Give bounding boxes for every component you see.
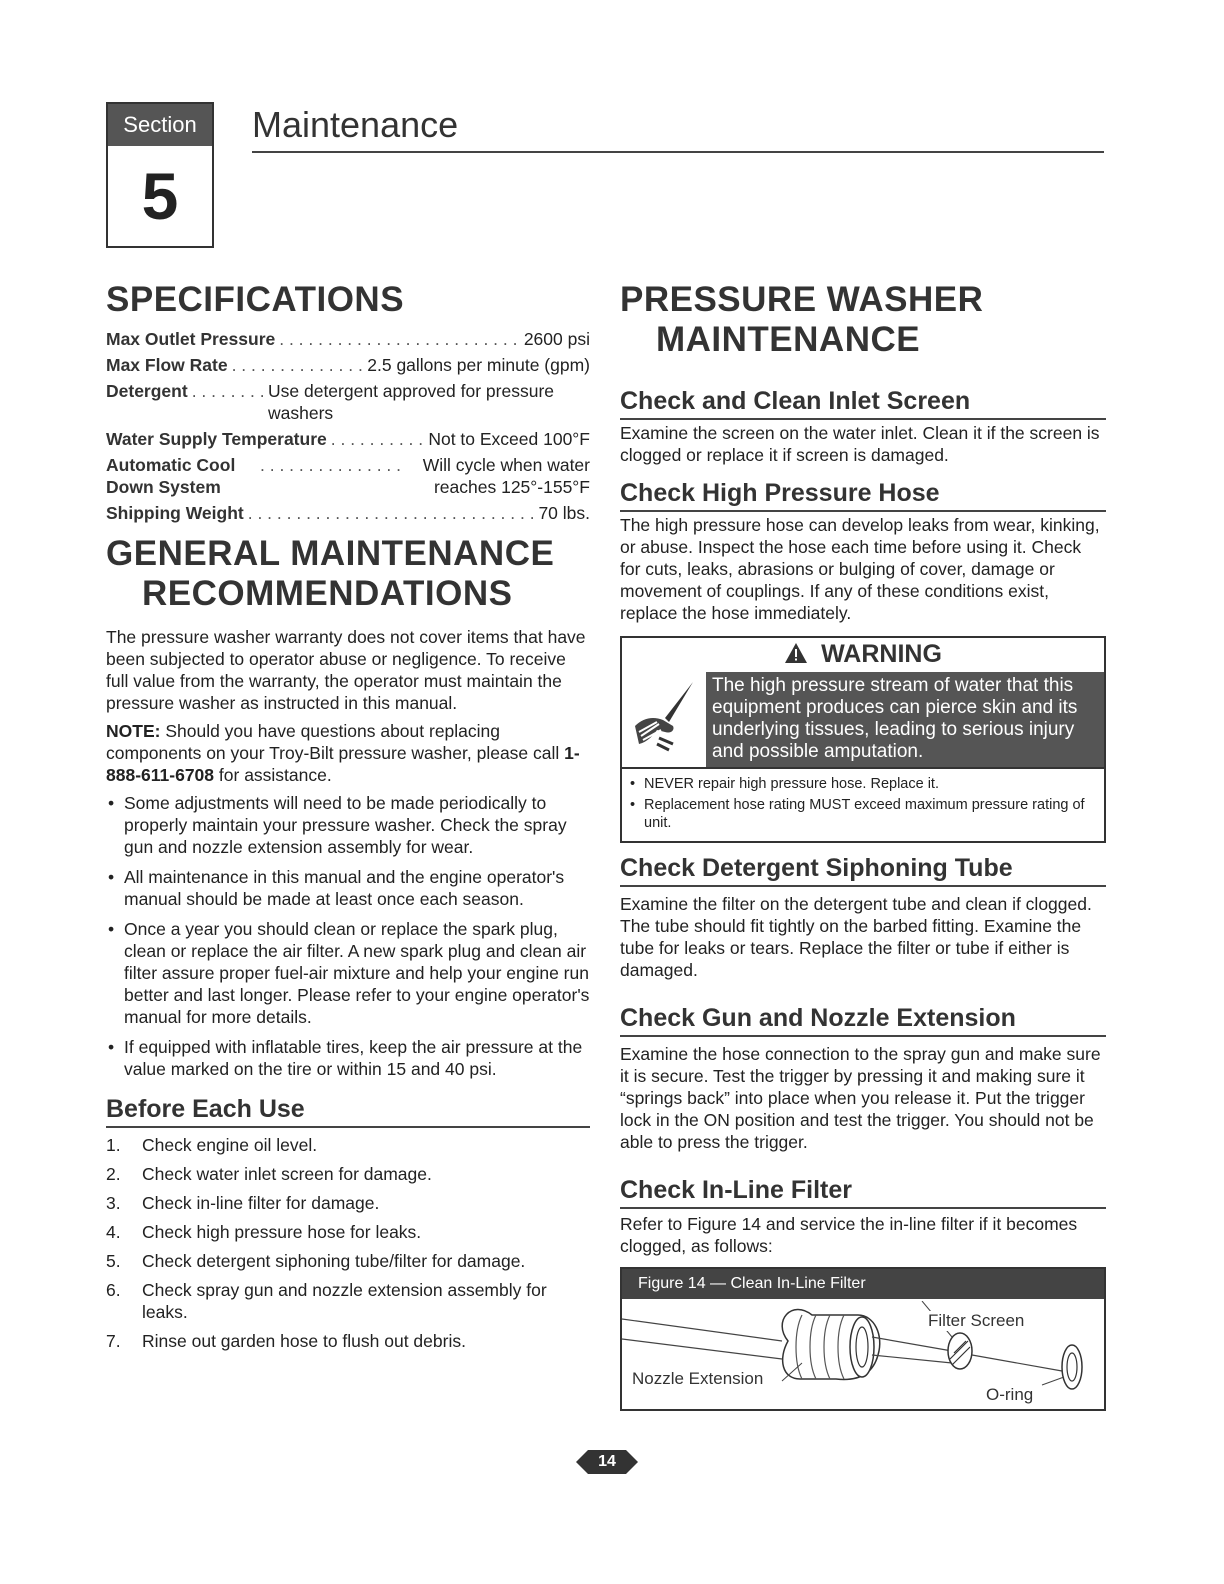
- list-item: • Replacement hose rating MUST exceed maximum pressure rating of unit.: [630, 796, 1096, 832]
- list-item: 6. Check spray gun and nozzle extension assembly for leaks.: [106, 1280, 547, 1322]
- list-item: 7. Rinse out garden hose to flush out debris.: [106, 1331, 466, 1351]
- detergent-tube-heading: Check Detergent Siphoning Tube: [620, 853, 1106, 887]
- general-note: [106, 720, 590, 786]
- warning-header: [622, 638, 1104, 672]
- section-label: Section: [108, 104, 212, 146]
- list-item: 4. Check high pressure hose for leaks.: [106, 1222, 422, 1242]
- note-label: NOTE:: [106, 721, 161, 741]
- before-each-use-steps: [106, 1134, 590, 1352]
- page-number: [576, 1448, 638, 1476]
- section-number: 5: [141, 159, 179, 233]
- heading-line: GENERAL MAINTENANCE: [106, 534, 555, 573]
- note-text: Should you have questions about replacing components on your Troy-Bilt pressure washer, please call: [106, 721, 560, 763]
- warning-items: [622, 767, 1104, 841]
- warning-message: The high pressure stream of water that this equipment produces can pierce skin and its underlying tissues, leading to serious injury and possible amputation.: [706, 672, 1104, 767]
- left-column: [106, 280, 590, 1359]
- filter-screen-label: Filter Screen: [928, 1311, 1025, 1330]
- high-pressure-hose-text: The high pressure hose can develop leaks from wear, kinking, or abuse. Inspect the hose each time before using it. Check for cuts, leaks, abrasions or bulging of cover, damage or movement of couplings. If any of these conditions exist, replace the hose immediately.: [620, 515, 1100, 623]
- list-item: 1. Check engine oil level.: [106, 1135, 318, 1155]
- spec-row: [106, 354, 590, 376]
- spec-value: 70 lbs.: [538, 503, 590, 523]
- page-title: Maintenance: [252, 104, 459, 145]
- inline-filter-text: Refer to Figure 14 and service the in-line filter if it becomes clogged, as follows:: [620, 1214, 1078, 1256]
- inlet-screen-heading: Check and Clean Inlet Screen: [620, 386, 1106, 420]
- warning-triangle-icon: [784, 642, 808, 664]
- spec-value: Will cycle when water reaches 125°-155°F: [422, 455, 590, 497]
- list-item: • Once a year you should clean or replace the spark plug, clean or replace the air filter. A new spark plug and clean air filter assure proper fuel-air mixture and help your engine run better and last longer. Please refer to your engine operator's manual for more details.: [106, 918, 590, 1028]
- gun-nozzle-text: Examine the hose connection to the spray gun and make sure it is secure. Test the trigger by pressing it and making sure it “springs back” into place when you release it. Put the trigger lock in the ON position and test the trigger. You should not be able to press the trigger.: [620, 1044, 1101, 1152]
- section-badge: [106, 102, 214, 248]
- title-divider: [252, 151, 1104, 153]
- right-column: [620, 280, 1106, 1411]
- spec-value: 2.5 gallons per minute (gpm): [367, 355, 590, 375]
- gun-nozzle-heading: Check Gun and Nozzle Extension: [620, 1003, 1106, 1037]
- list-item: • All maintenance in this manual and the engine operator's manual should be made at least once each season.: [106, 866, 590, 910]
- detergent-tube-text: Examine the filter on the detergent tube and clean if clogged. The tube should fit tightly on the barbed fitting. Examine the tube for leaks or tears. Replace the filter or tube if either is damaged.: [620, 894, 1092, 980]
- spec-value: 2600 psi: [523, 329, 590, 349]
- heading-line: MAINTENANCE: [656, 320, 921, 359]
- list-item: • Some adjustments will need to be made periodically to properly maintain your pressure washer. Check the spray gun and nozzle extension assembly for wear.: [106, 792, 590, 858]
- injection-hazard-icon: [622, 672, 706, 764]
- general-intro: The pressure washer warranty does not cover items that have been subjected to operator abuse or negligence. To receive full value from the warranty, the operator must maintain the pressure washer as instructed in this manual.: [106, 627, 586, 713]
- nozzle-extension-label: Nozzle Extension: [632, 1369, 764, 1388]
- spec-key: Automatic Cool Down System: [106, 455, 236, 497]
- spec-row: [106, 428, 590, 450]
- list-item: 5. Check detergent siphoning tube/filter for damage.: [106, 1251, 526, 1271]
- list-item: 3. Check in-line filter for damage.: [106, 1193, 380, 1213]
- spec-value: Use detergent approved for pressure washers: [268, 381, 554, 423]
- spec-value: Not to Exceed 100°F: [428, 429, 590, 449]
- spec-row: [106, 454, 590, 498]
- inline-filter-heading: Check In-Line Filter: [620, 1175, 1106, 1209]
- heading-line: PRESSURE WASHER: [620, 280, 984, 319]
- spec-row: [106, 502, 590, 524]
- list-item: • NEVER repair high pressure hose. Replace it.: [630, 775, 1096, 793]
- spec-row: [106, 328, 590, 350]
- specifications-heading: SPECIFICATIONS: [106, 280, 405, 319]
- specifications-table: [106, 328, 590, 524]
- phone-number: 1-888-611-6708: [106, 743, 580, 785]
- figure-caption: Figure 14 — Clean In-Line Filter: [622, 1269, 1104, 1299]
- list-item: • If equipped with inflatable tires, keep the air pressure at the value marked on the tire or within 15 and 40 psi.: [106, 1036, 590, 1080]
- general-maintenance-heading: [106, 534, 590, 614]
- warning-body: [622, 672, 1104, 767]
- warning-box: [620, 636, 1106, 843]
- spec-key: Water Supply Temperature: [106, 429, 327, 449]
- spec-key: Detergent: [106, 381, 188, 401]
- page-number-text: 14: [598, 1453, 616, 1470]
- spec-key: Shipping Weight: [106, 503, 244, 523]
- figure-14: [620, 1267, 1106, 1411]
- list-item: 2. Check water inlet screen for damage.: [106, 1164, 432, 1184]
- o-ring-label: O-ring: [986, 1385, 1034, 1404]
- before-each-use-heading: Before Each Use: [106, 1094, 590, 1128]
- heading-line: RECOMMENDATIONS: [142, 574, 513, 613]
- note-end: for assistance.: [218, 765, 332, 785]
- spec-key: Max Outlet Pressure: [106, 329, 276, 349]
- spec-row: [106, 380, 590, 424]
- warning-title: WARNING: [821, 640, 942, 668]
- inlet-screen-text: Examine the screen on the water inlet. Clean it if the screen is clogged or replace it if screen is damaged.: [620, 423, 1100, 465]
- general-bullets: [106, 792, 590, 1080]
- spec-key: Max Flow Rate: [106, 355, 228, 375]
- pressure-washer-maintenance-heading: [620, 280, 1106, 360]
- high-pressure-hose-heading: Check High Pressure Hose: [620, 478, 1106, 512]
